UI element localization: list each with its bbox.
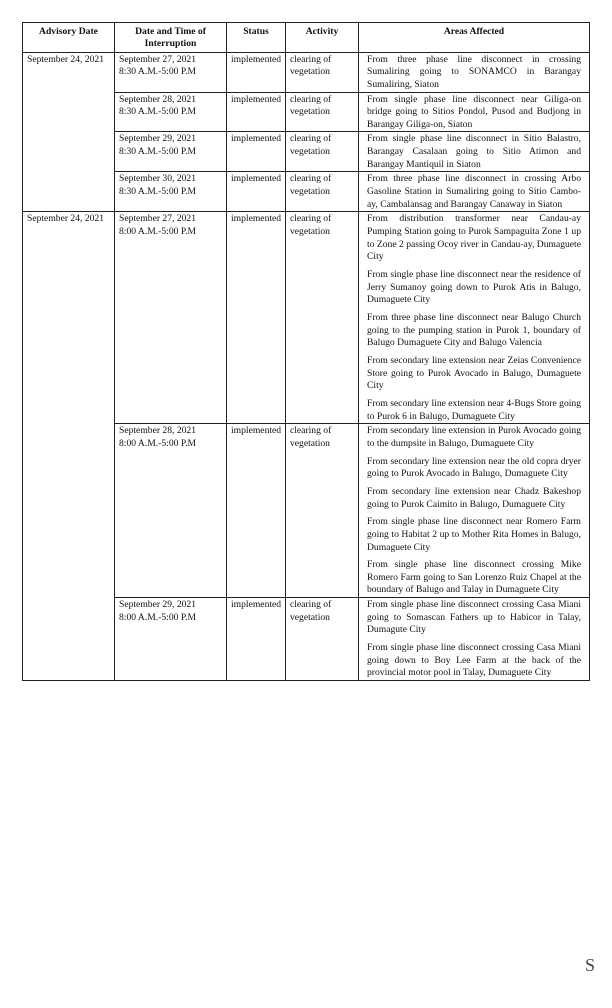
- interruption-date: September 27, 2021: [119, 213, 197, 225]
- status-cell: implemented: [227, 598, 286, 681]
- area-description: From secondary line extension near the old copra dryer going to Purok Avocado in Balugo, Dumaguete City: [367, 455, 581, 480]
- interruption-time: 8:00 A.M.-5:00 P.M: [119, 611, 197, 623]
- advisory-date-cell: September 24, 2021: [23, 52, 115, 212]
- interruption-date: September 27, 2021: [119, 53, 197, 65]
- interruption-date: September 29, 2021: [119, 599, 197, 611]
- area-description: From single phase line disconnect crossing Casa Miani going down to Boy Lee Farm at the back of the provincial motor pool in Talay, Dumaguete City: [367, 642, 581, 679]
- areas-affected-cell: [359, 424, 590, 598]
- interruption-date: September 29, 2021: [119, 133, 197, 145]
- interruption-datetime-cell: [115, 52, 227, 92]
- interruption-time: 8:00 A.M.-5:00 P.M: [119, 226, 197, 238]
- interruption-date: September 28, 2021: [119, 425, 197, 437]
- table-body: [23, 52, 590, 681]
- area-description: From three phase line disconnect near Balugo Church going to the pumping station in Purok 1, boundary of Balugo Dumaguete City and Balugo Valencia: [367, 312, 581, 349]
- area-description: From single phase line disconnect in Sitio Balastro, Barangay Casalaan going to Sitio Atimon and Barangay Mantiquil in Siaton: [367, 133, 581, 170]
- interruption-time: 8:00 A.M.-5:00 P.M: [119, 437, 197, 449]
- status-cell: implemented: [227, 212, 286, 424]
- header-status: Status: [227, 23, 286, 53]
- header-areas-affected: Areas Affected: [359, 23, 590, 53]
- header-activity: Activity: [286, 23, 359, 53]
- interruption-datetime-cell: [115, 212, 227, 424]
- activity-cell: clearing of vegetation: [286, 172, 359, 212]
- table-row: [23, 212, 590, 424]
- area-description: From secondary line extension near Chadz Bakeshop going to Purok Caimito in Balugo, Dumaguete City: [367, 485, 581, 510]
- status-cell: implemented: [227, 172, 286, 212]
- area-description: From secondary line extension near Zeias Convenience Store going to Purok Avocado in Balugo, Dumaguete City: [367, 354, 581, 392]
- areas-affected-cell: [359, 132, 590, 172]
- activity-cell: clearing of vegetation: [286, 598, 359, 681]
- table-row: [23, 52, 590, 92]
- area-description: From secondary line extension near 4-Bugs Store going to Purok 6 in Balugo, Dumaguete City: [367, 397, 581, 422]
- interruption-datetime-cell: [115, 424, 227, 598]
- interruption-time: 8:30 A.M.-5:00 P.M: [119, 146, 197, 158]
- interruption-time: 8:30 A.M.-5:00 P.M: [119, 106, 197, 118]
- status-cell: implemented: [227, 92, 286, 132]
- areas-affected-cell: [359, 172, 590, 212]
- status-cell: implemented: [227, 424, 286, 598]
- interruption-date: September 30, 2021: [119, 173, 197, 185]
- area-description: From single phase line disconnect near Giliga-on bridge going to Sitios Pondol, Pusod and Budjong in Barangay Giliga-on, Siaton: [367, 93, 581, 130]
- interruption-datetime-cell: [115, 172, 227, 212]
- activity-cell: clearing of vegetation: [286, 424, 359, 598]
- interruption-time: 8:30 A.M.-5:00 P.M: [119, 66, 197, 78]
- area-description: From secondary line extension in Purok Avocado going to the dumpsite in Balugo, Dumaguete City: [367, 425, 581, 449]
- activity-cell: clearing of vegetation: [286, 92, 359, 132]
- activity-cell: clearing of vegetation: [286, 52, 359, 92]
- activity-cell: clearing of vegetation: [286, 132, 359, 172]
- area-description: From three phase line disconnect in crossing Arbo Gasoline Station in Sumaliring going to Sitio Cambo-ay, Cambalansag and Barangay Canaway in Siaton: [367, 173, 581, 210]
- area-description: From single phase line disconnect crossing Mike Romero Farm going to San Lorenzo Ruiz Chapel at the boundary of Balugo and Talay in Dumaguete City: [367, 559, 581, 596]
- areas-affected-cell: [359, 212, 590, 424]
- header-date-time: Date and Time of Interruption: [115, 23, 227, 53]
- table-header-row: [23, 23, 590, 53]
- area-description: From single phase line disconnect near Romero Farm going to Habitat 2 up to Mother Rita Homes in Balugo, Dumaguete City: [367, 516, 581, 553]
- header-advisory-date: Advisory Date: [23, 23, 115, 53]
- interruption-datetime-cell: [115, 132, 227, 172]
- interruption-datetime-cell: [115, 92, 227, 132]
- interruption-datetime-cell: [115, 598, 227, 681]
- advisory-date-cell: September 24, 2021: [23, 212, 115, 681]
- status-cell: implemented: [227, 52, 286, 92]
- area-description: From single phase line disconnect crossing Casa Miani going to Somascan Fathers up to Habicor in Talay, Dumagute City: [367, 599, 581, 636]
- interruption-time: 8:30 A.M.-5:00 P.M: [119, 186, 197, 198]
- scribd-s-icon: S: [584, 955, 595, 975]
- areas-affected-cell: [359, 52, 590, 92]
- interruption-date: September 28, 2021: [119, 93, 197, 105]
- areas-affected-cell: [359, 92, 590, 132]
- area-description: From distribution transformer near Candau-ay Pumping Station going to Purok Sampaguita Zone 1 up to Zone 2 passing Ocoy river in Candau-ay, Dumaguete City: [367, 213, 581, 263]
- area-description: From single phase line disconnect near the residence of Jerry Sumanoy going down to Purok Atis in Balugo, Dumaguete City: [367, 269, 581, 306]
- area-description: From three phase line disconnect in crossing Sumaliring going to SONAMCO in Barangay Sumaliring, Siaton: [367, 53, 581, 90]
- status-cell: implemented: [227, 132, 286, 172]
- power-interruption-table: [22, 22, 590, 681]
- activity-cell: clearing of vegetation: [286, 212, 359, 424]
- areas-affected-cell: [359, 598, 590, 681]
